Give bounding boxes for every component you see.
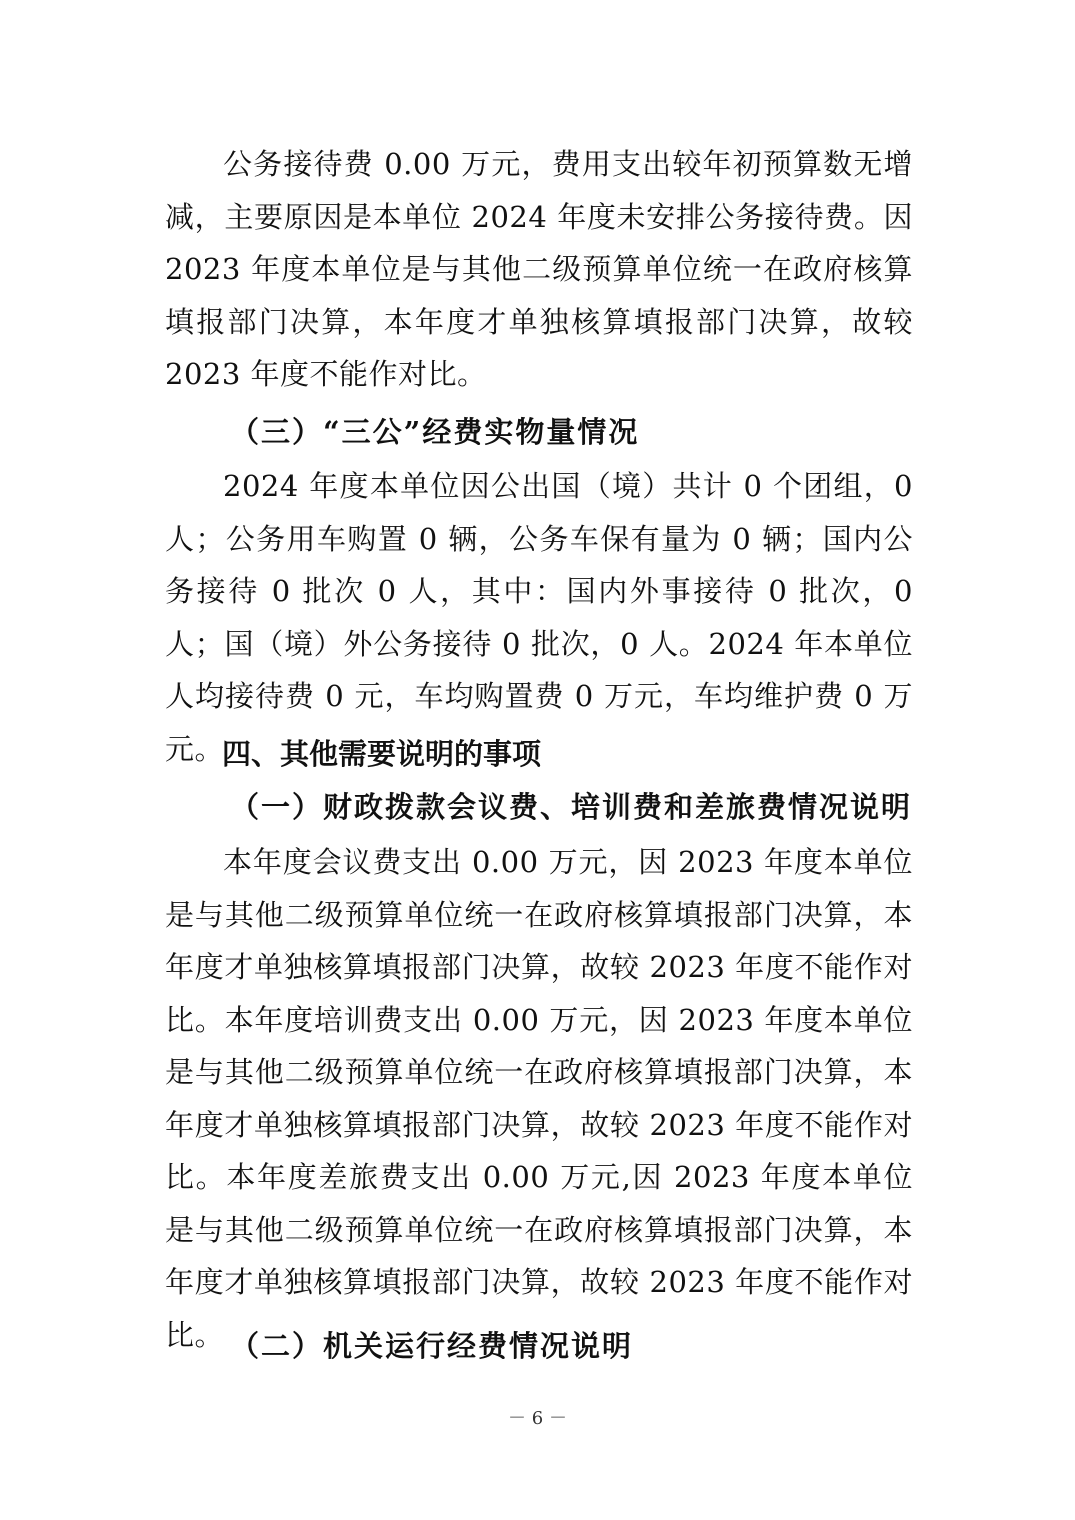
paragraph-meeting-training-travel (165, 836, 913, 1361)
paragraph-text: 2024 年度本单位因公出国（境）共计 0 个团组，0 人；公务用车购置 0 辆，公务车保有量为 0 辆；国内公务接待 0 批次 0 人，其中：国内外事接待 0 批次，0 人；国（境）外公务接待 0 批次，0 人。2024 年本单位人均接待费 0 元，车均购置费 0 万元，车均维护费 0 万元。 (165, 469, 913, 766)
heading-three-public-quantity: （三）“三公”经费实物量情况 (230, 415, 640, 449)
heading-meeting-training-travel: （一）财政拨款会议费、培训费和差旅费情况说明 (230, 790, 913, 824)
heading-operating-expenses: （二）机关运行经费情况说明 (230, 1329, 634, 1363)
paragraph-text: 本年度会议费支出 0.00 万元，因 2023 年度本单位是与其他二级预算单位统一在政府核算填报部门决算，本年度才单独核算填报部门决算，故较 2023 年度不能作对比。本年度培训费支出 0.00 万元，因 2023 年度本单位是与其他二级预算单位统一在政府核算填报部门决算，本年度才单独核算填报部门决算，故较 2023 年度不能作对比。本年度差旅费支出 0.00 万元,因 2023 年度本单位是与其他二级预算单位统一在政府核算填报部门决算，本年度才单独核算填报部门决算，故较 2023 年度不能作对比。 (165, 845, 913, 1352)
paragraph-reception-expense (165, 138, 913, 401)
heading-section-four: 四、其他需要说明的事项 (222, 737, 542, 771)
paragraph-three-public-quantity (165, 460, 913, 775)
paragraph-text: 公务接待费 0.00 万元，费用支出较年初预算数无增减，主要原因是本单位 2024 年度未安排公务接待费。因 2023 年度本单位是与其他二级预算单位统一在政府核算填报部门决算，本年度才单独核算填报部门决算，故较 2023 年度不能作对比。 (165, 147, 913, 391)
page-number: － 6 － (508, 1408, 567, 1429)
